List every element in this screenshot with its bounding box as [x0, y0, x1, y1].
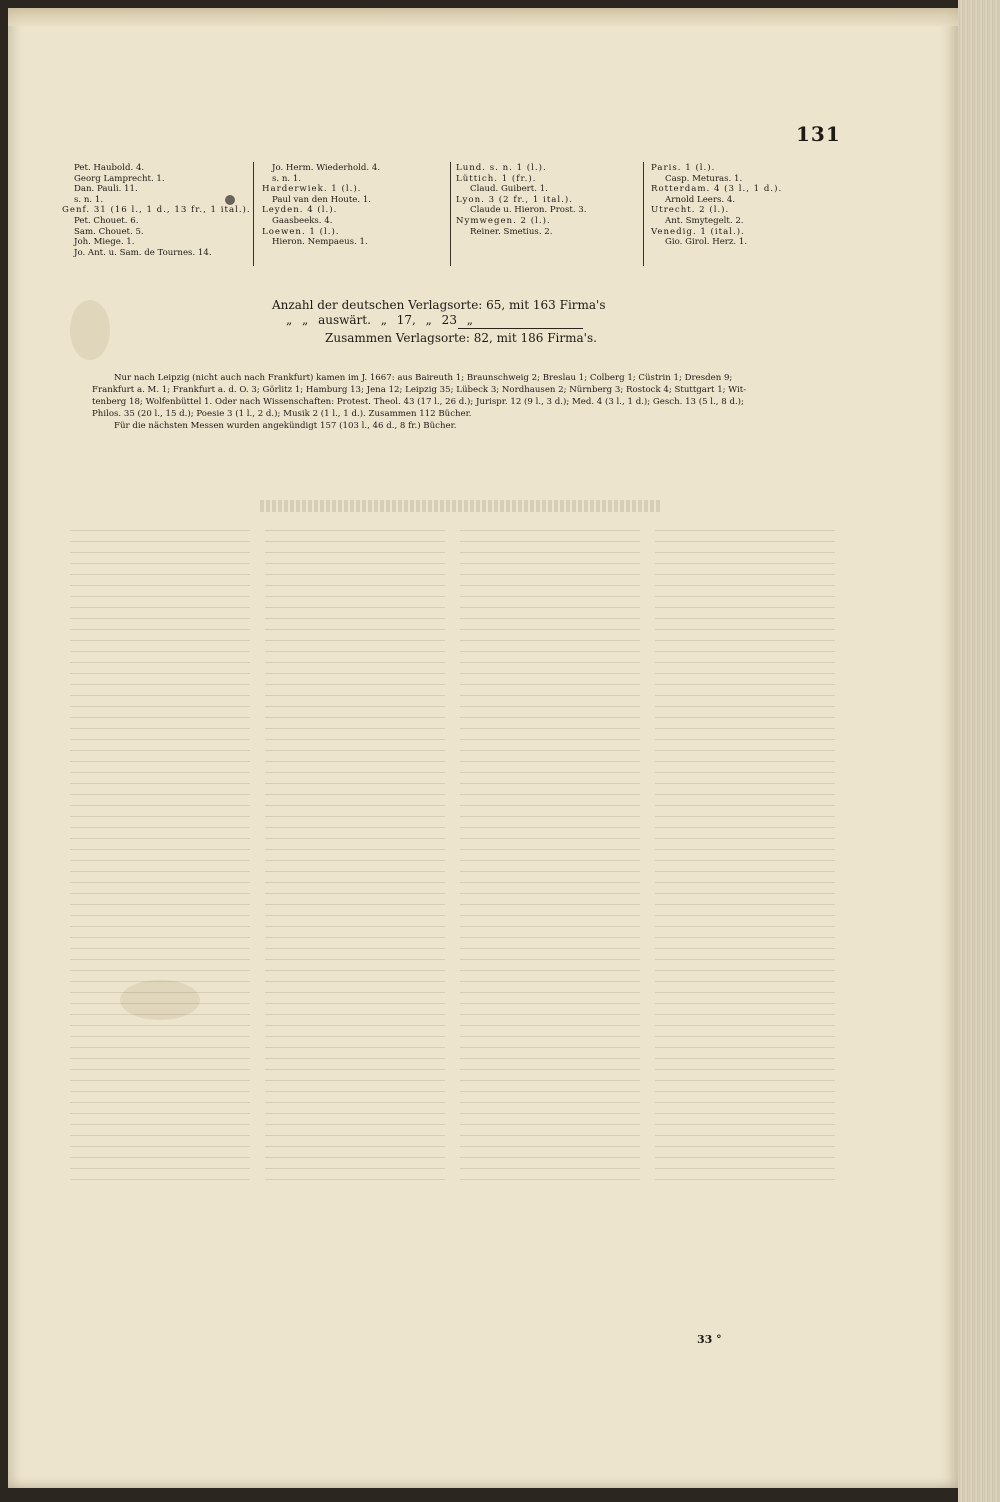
column-divider — [253, 162, 254, 266]
column-4 — [651, 163, 782, 248]
place-heading: Rotterdam. 4 (3 l., 1 d.). — [651, 184, 783, 195]
publisher-entry: Georg Lamprecht. 1. — [74, 173, 165, 184]
place-heading: Nymwegen. 2 (l.). — [456, 215, 551, 226]
place-heading: Harderwiek. 1 (l.). — [262, 184, 362, 195]
place-heading: Utrecht. 2 (l.). — [651, 205, 730, 216]
publisher-entry: Arnold Leers. 4. — [665, 194, 736, 205]
column-divider — [450, 162, 451, 266]
printer-signature: 33 ° — [697, 1333, 722, 1346]
place-heading: Lund. s. n. 1 (l.). — [456, 163, 547, 173]
place-heading: Leyden. 4 (l.). — [262, 205, 338, 216]
publisher-entry: Joh. Miege. 1. — [74, 237, 135, 248]
publisher-entry: Hieron. Nempaeus. 1. — [272, 237, 368, 248]
notes-line: Frankfurt a. M. 1; Frankfurt a. d. O. 3; Görlitz 1; Hamburg 13; Jena 12; Leipzig 35; Lübeck 3; Nordhausen 2; Nürnberg 3; Rostock 4; Stuttgart 1; Wit- — [92, 385, 747, 395]
place-heading: Venedig. 1 (ital.). — [651, 226, 745, 237]
publisher-entry: Claud. Guibert. 1. — [470, 184, 548, 195]
summary-line-2: „ „ auswärt. „ 17, „ 23 „ — [286, 313, 473, 327]
publisher-entry: Jo. Herm. Wiederhold. 4. — [272, 163, 381, 173]
bleed-through-column — [460, 530, 640, 1190]
summary-line-1: Anzahl der deutschen Verlagsorte: 65, mit 163 Firma's — [272, 298, 606, 312]
publisher-entry: Jo. Ant. u. Sam. de Tournes. 14. — [74, 247, 212, 258]
bleed-through-text — [60, 500, 850, 1250]
publisher-entry: s. n. 1. — [74, 194, 104, 205]
column-2 — [262, 163, 380, 248]
publisher-entry: Ant. Smytegelt. 2. — [665, 215, 744, 226]
place-heading: Genf. 31 (16 l., 1 d., 13 fr., 1 ital.). — [62, 205, 251, 216]
publisher-entry: Casp. Meturas. 1. — [665, 173, 743, 184]
column-1 — [62, 163, 251, 258]
place-heading: Lüttich. 1 (fr.). — [456, 173, 537, 184]
place-heading: Loewen. 1 (l.). — [262, 226, 340, 237]
page-top-edge — [8, 8, 958, 26]
publisher-entry: Pet. Haubold. 4. — [74, 163, 145, 173]
notes-line: Philos. 35 (20 l., 15 d.); Poesie 3 (1 l., 2 d.); Musik 2 (1 l., 1 d.). Zusammen 112 Bücher. — [92, 409, 472, 419]
publisher-entry: Paul van den Houte. 1. — [272, 194, 372, 205]
paper-stain — [70, 300, 110, 360]
place-heading: Lyon. 3 (2 fr., 1 ital.). — [456, 194, 573, 205]
notes-line: Für die nächsten Messen wurden angekündigt 157 (103 l., 46 d., 8 fr.) Bücher. — [114, 421, 457, 431]
notes-paragraph — [92, 372, 838, 432]
publisher-entry: Dan. Pauli. 11. — [74, 184, 138, 195]
page-stack-edge — [958, 0, 1000, 1502]
publisher-entry: Claude u. Hieron. Prost. 3. — [470, 205, 587, 216]
publisher-entry: Reiner. Smetius. 2. — [470, 226, 553, 237]
publisher-entry: s. n. 1. — [272, 173, 302, 184]
summary-rule — [458, 328, 583, 329]
ink-dot — [225, 195, 235, 205]
notes-line: Nur nach Leipzig (nicht auch nach Frankfurt) kamen im J. 1667: aus Baireuth 1; Braunschweig 2; Breslau 1; Colberg 1; Cüstrin 1; Dresden 9; — [114, 373, 733, 383]
place-heading: Paris. 1 (l.). — [651, 163, 716, 173]
publisher-entry: Pet. Chouet. 6. — [74, 215, 139, 226]
summary-line-3: Zusammen Verlagsorte: 82, mit 186 Firma's. — [325, 331, 597, 345]
publisher-entry: Gaasbeeks. 4. — [272, 215, 333, 226]
bleed-through-rule — [260, 500, 660, 512]
column-3 — [456, 163, 587, 237]
publisher-entry: Sam. Chouet. 5. — [74, 226, 144, 237]
bleed-through-column — [70, 530, 250, 1190]
publisher-entry: Gio. Girol. Herz. 1. — [665, 237, 748, 248]
page-number: 131 — [796, 122, 841, 146]
bleed-through-column — [265, 530, 445, 1190]
notes-line: tenberg 18; Wolfenbüttel 1. Oder nach Wissenschaften: Protest. Theol. 43 (17 l., 26 d.); Jurispr. 12 (9 l., 3 d.); Med. 4 (3 l., 1 d.); Gesch. 13 (5 l., 8 d.); — [92, 397, 744, 407]
column-divider — [643, 162, 644, 266]
bleed-through-column — [655, 530, 835, 1190]
